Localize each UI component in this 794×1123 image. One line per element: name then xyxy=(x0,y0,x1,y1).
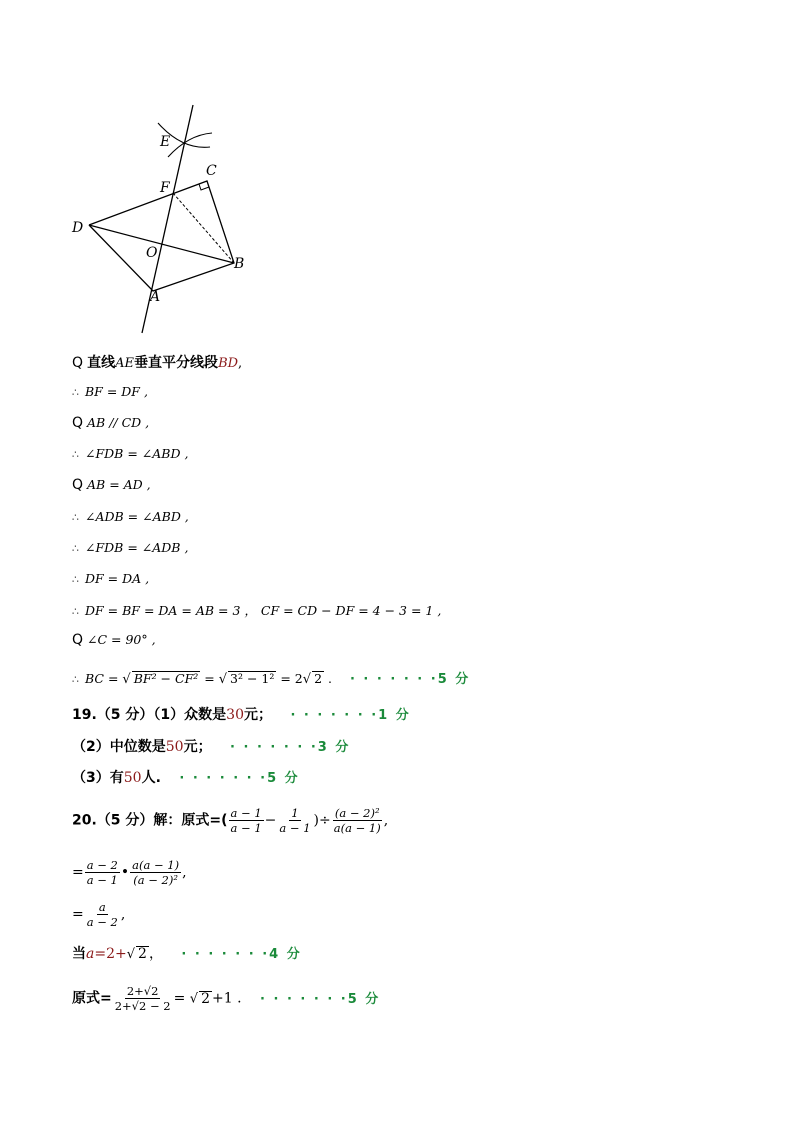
label-a: A xyxy=(150,289,161,305)
q20-line-1: 20.（5 分）解：原式=( $\frac{a - 1}{a - 1}$ − $\frac{1}{a - 1}$ )÷ $\frac{\text{(a − 2)²}}{a(a - 1)}$ , xyxy=(72,806,389,835)
proof-line-8: ∴ DF = DA , xyxy=(72,571,150,586)
dashed-fb xyxy=(173,193,234,263)
q19-line-3: （3）有50人. · · · · · · ·5 分 xyxy=(72,770,300,786)
sqrt-symbol: √ xyxy=(122,672,131,687)
proof-line-4: ∴ ∠FDB = ∠ABD , xyxy=(72,446,189,461)
label-o: O xyxy=(146,245,158,261)
q19-line-2: （2）中位数是50元； · · · · · · ·3 分 xyxy=(72,739,351,755)
q20-line-3: = $\frac{a}{a - 2}$ , xyxy=(72,900,126,929)
because-symbol: Q xyxy=(72,355,84,371)
proof-line-3: Q AB // CD , xyxy=(72,415,150,431)
geometry-figure xyxy=(60,95,280,340)
q20-line-5: 原式= $\frac{2+√2}{2+√2 - 2}$ = √ 2 +1 . · · · · · · ·5 分 xyxy=(72,984,381,1013)
sqrt-symbol: √ xyxy=(189,991,199,1007)
proof-line-11: ∴ BC = √ BF² − CF² = √ 3² − 1² = 2√ 2 . · · · · · · ·5 分 xyxy=(72,671,471,687)
proof-line-10: Q ∠C = 90° , xyxy=(72,632,156,648)
q20-line-2: = $\frac{a - 2}{a - 1}$ • $\frac{a(a - 1)}{\text{(a − 2)²}}$ , xyxy=(72,858,187,887)
q20-line-4: 当a=2+√ 2 ， · · · · · · ·4 分 xyxy=(72,946,302,962)
score-marker: · · · · · · ·5 分 xyxy=(260,991,381,1007)
proof-line-2: ∴ BF = DF , xyxy=(72,384,148,399)
score-marker: · · · · · · ·3 分 xyxy=(230,740,351,755)
score-marker: · · · · · · ·4 分 xyxy=(181,947,302,962)
q19-line-1: 19.（5 分）（1）众数是30元； · · · · · · ·1 分 xyxy=(72,707,411,723)
proof-line-5: Q AB = AD , xyxy=(72,477,151,493)
proof-line-7: ∴ ∠FDB = ∠ADB , xyxy=(72,540,189,555)
proof-line-6: ∴ ∠ADB = ∠ABD , xyxy=(72,509,189,524)
score-marker: · · · · · · ·5 分 xyxy=(349,672,471,687)
right-angle-mark xyxy=(199,184,209,190)
label-d: D xyxy=(72,220,84,236)
score-marker: · · · · · · ·1 分 xyxy=(290,708,411,723)
sqrt-symbol: √ xyxy=(218,672,228,687)
sqrt-symbol: √ xyxy=(126,947,136,962)
proof-line-1: Q 直线AE垂直平分线段BD, xyxy=(72,355,243,371)
proof-line-9: ∴ DF = BF = DA = AB = 3 ， CF = CD − DF = 4 − 3 = 1 , xyxy=(72,603,442,618)
diagonal-db xyxy=(89,225,234,263)
label-e: E xyxy=(160,134,171,150)
label-b: B xyxy=(234,256,245,272)
label-c: C xyxy=(206,163,217,179)
label-f: F xyxy=(160,180,170,196)
sqrt-symbol: √ xyxy=(302,672,312,687)
score-marker: · · · · · · ·5 分 xyxy=(179,771,300,786)
quad-outline xyxy=(89,181,234,291)
